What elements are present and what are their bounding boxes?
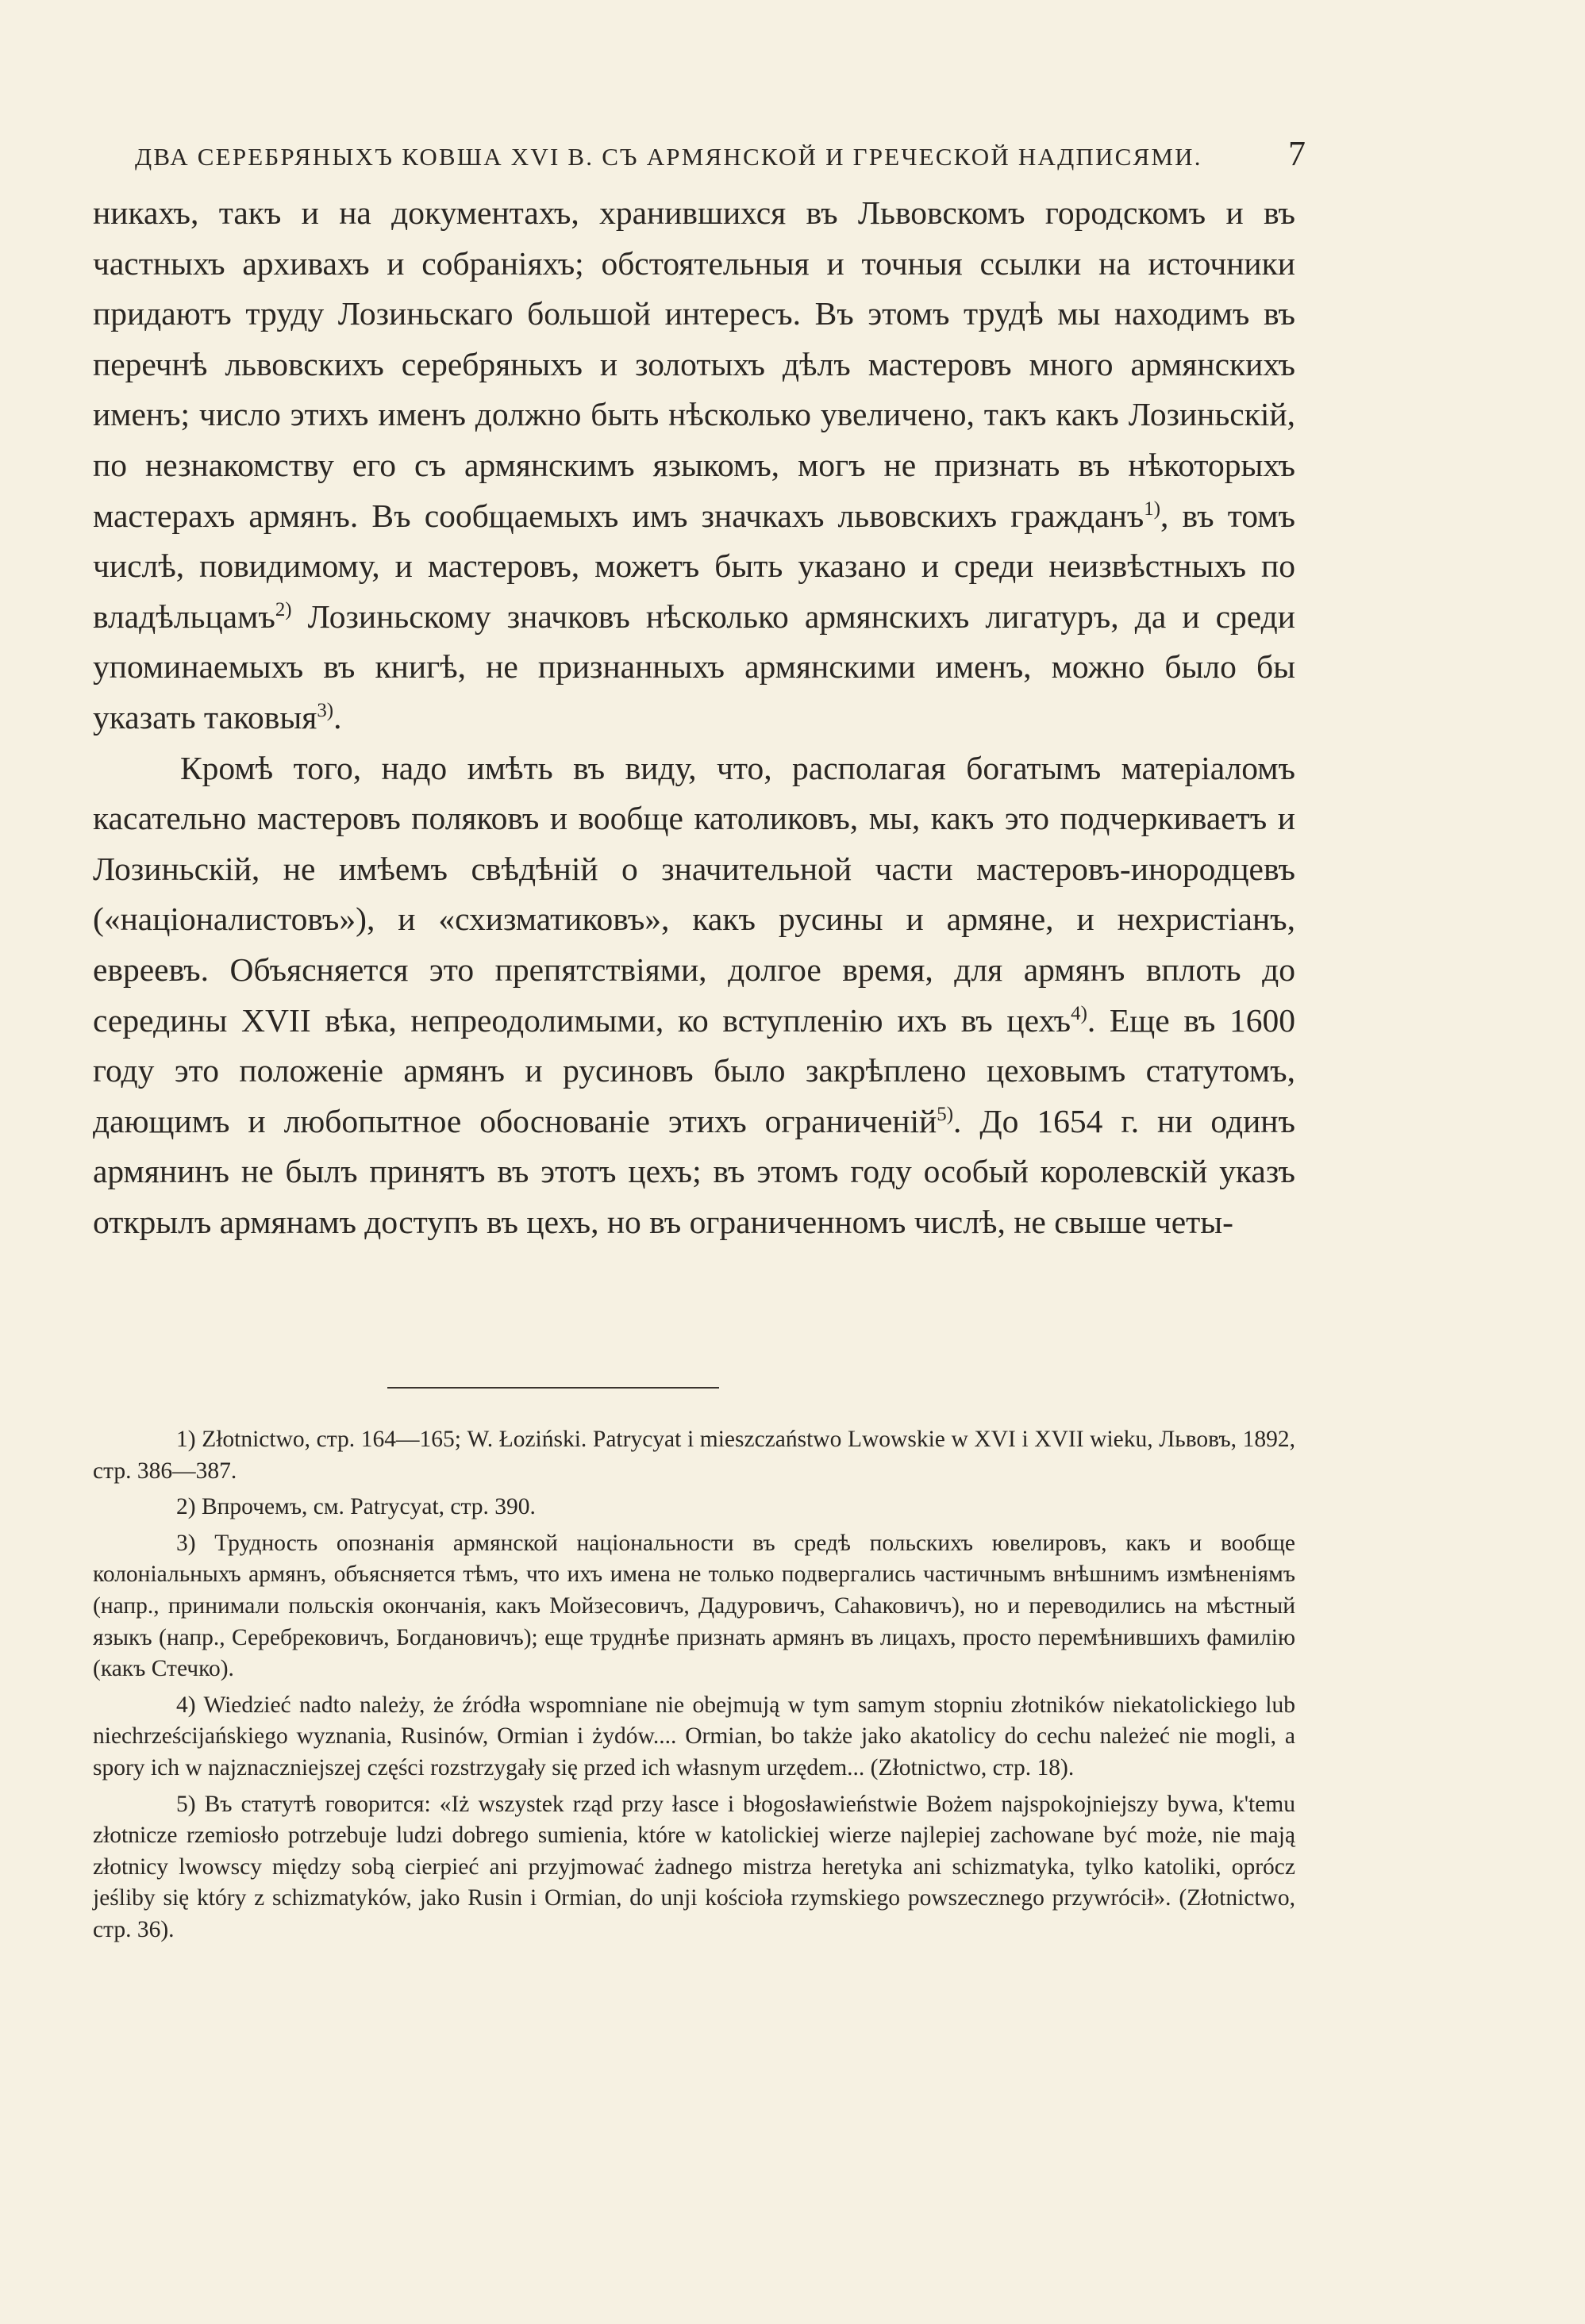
footnote: 1) Złotnictwo, стр. 164—165; W. Łoziński. Patrycyat i mieszczaństwo Lwowskie w XVI i XVII wieku, Львовъ, 1892, стр. 386—387. <box>93 1427 1295 1484</box>
footnote-ref[interactable]: 2) <box>275 598 292 620</box>
footnotes <box>93 1424 1295 1951</box>
page-header <box>135 133 1306 174</box>
footnote-divider <box>387 1387 719 1389</box>
main-text <box>93 188 1295 1247</box>
footnote-ref[interactable]: 4) <box>1071 1002 1087 1024</box>
footnote: 2) Впрочемъ, см. Patrycyat, стр. 390. <box>176 1494 536 1520</box>
footnote: 5) Въ статутѣ говорится: «Iż wszystek rząd przy łasce i błogosławieństwie Bożem najspokojniejszy bywa, k'temu złotnicze rzemiosło potrzebuje ludzi dobrego sumienia, które w katolickiej wierze najlepiej zachowane być może, nie mają złotnicy lwowscy między sobą cierpieć ani przyjmować żadnego mistrza heretyka ani schizmatyka, tylko katoliki, oprócz jeśliby się który z schizmatyków, jako Rusin i Ormian, do unji kościoła rzymskiego powszecznego przywrócił». (Złotnictwo, стр. 36). <box>93 1791 1295 1942</box>
footnote-ref[interactable]: 5) <box>937 1103 953 1125</box>
paragraph: Кромѣ того, надо имѣть въ виду, что, располагая богатымъ матеріаломъ касательно мастеровъ поляковъ и вообще католиковъ, мы, какъ это подчеркиваетъ и Лозиньскій, не имѣемъ свѣдѣній о значительной части мастеровъ-инородцевъ («націоналистовъ»), и «схизматиковъ», какъ русины и армяне, и нехристіанъ, евреевъ. Объясняется это препятствіями, долгое время, для армянъ вплоть до середины XVII вѣка, непреодолимыми, ко вступленію ихъ въ цехъ$^{4)}$. Еще въ 1600 году это положеніе армянъ и русиновъ было закрѣплено цеховымъ статутомъ, дающимъ и любопытное обоснованіе этихъ ограниченій$^{5)}$. До 1654 г. ни одинъ армянинъ не былъ принятъ въ этотъ цехъ; въ этомъ году особый королевскій указъ открылъ армянамъ доступъ въ цехъ, но въ ограниченномъ числѣ, не свыше четы- <box>93 749 1296 1240</box>
footnote-ref[interactable]: 3) <box>317 700 334 722</box>
running-title: ДВА СЕРЕБРЯНЫХЪ КОВША XVI В. СЪ АРМЯНСКОЙ И ГРЕЧЕСКОЙ НАДПИСЯМИ. <box>135 143 1202 171</box>
page-number: 7 <box>1288 134 1306 173</box>
paragraph: никахъ, такъ и на документахъ, хранившихся въ Львовскомъ городскомъ и въ частныхъ архивахъ и собраніяхъ; обстоятельныя и точныя ссылки на источники придаютъ труду Лозиньскаго большой интересъ. Въ этомъ трудѣ мы находимъ въ перечнѣ львовскихъ серебряныхъ и золотыхъ дѣлъ мастеровъ много армянскихъ именъ; число этихъ именъ должно быть нѣсколько увеличено, такъ какъ Лозиньскій, по незнакомству его съ армянскимъ языкомъ, могъ не признать въ нѣкоторыхъ мастерахъ армянъ. Въ сообщаемыхъ имъ значкахъ львовскихъ гражданъ$^{1)}$, въ томъ числѣ, повидимому, и мастеровъ, можетъ быть указано и среди неизвѣстныхъ по владѣльцамъ$^{2)}$ Лозиньскому значковъ нѣсколько армянскихъ лигатуръ, да и среди упоминаемыхъ въ книгѣ, не признанныхъ армянскими именъ, можно было бы указать таковыя$^{3)}$. <box>93 194 1295 736</box>
footnote: 4) Wiedzieć nadto należy, że źródła wspomniane nie obejmują w tym samym stopniu złotników niekatolickiego lub niechrześcijańskiego wyznania, Rusinów, Ormian i żydów.... Ormian, bo także jako akatolicy do cechu należeć nie mogli, a spory ich w najznaczniejszej części rozstrzygały się przed ich własnym urzędem... (Złotnictwo, стр. 18). <box>93 1692 1295 1780</box>
footnote: 3) Трудность опознанія армянской національности въ средѣ польскихъ ювелировъ, какъ и вообще колоніальныхъ армянъ, объясняется тѣмъ, что ихъ имена не только подвергались частичнымъ внѣшнимъ измѣненіямъ (напр., принимали польскія окончанія, какъ Мойзесовичъ, Дадуровичъ, Саhаковичъ), но и переводились на мѣстный языкъ (напр., Серебрековичъ, Богдановичъ); еще труднѣе признать армянъ въ лицахъ, просто перемѣнившихъ фамилію (какъ Стечко). <box>93 1530 1295 1682</box>
footnote-ref[interactable]: 1) <box>1144 497 1160 520</box>
